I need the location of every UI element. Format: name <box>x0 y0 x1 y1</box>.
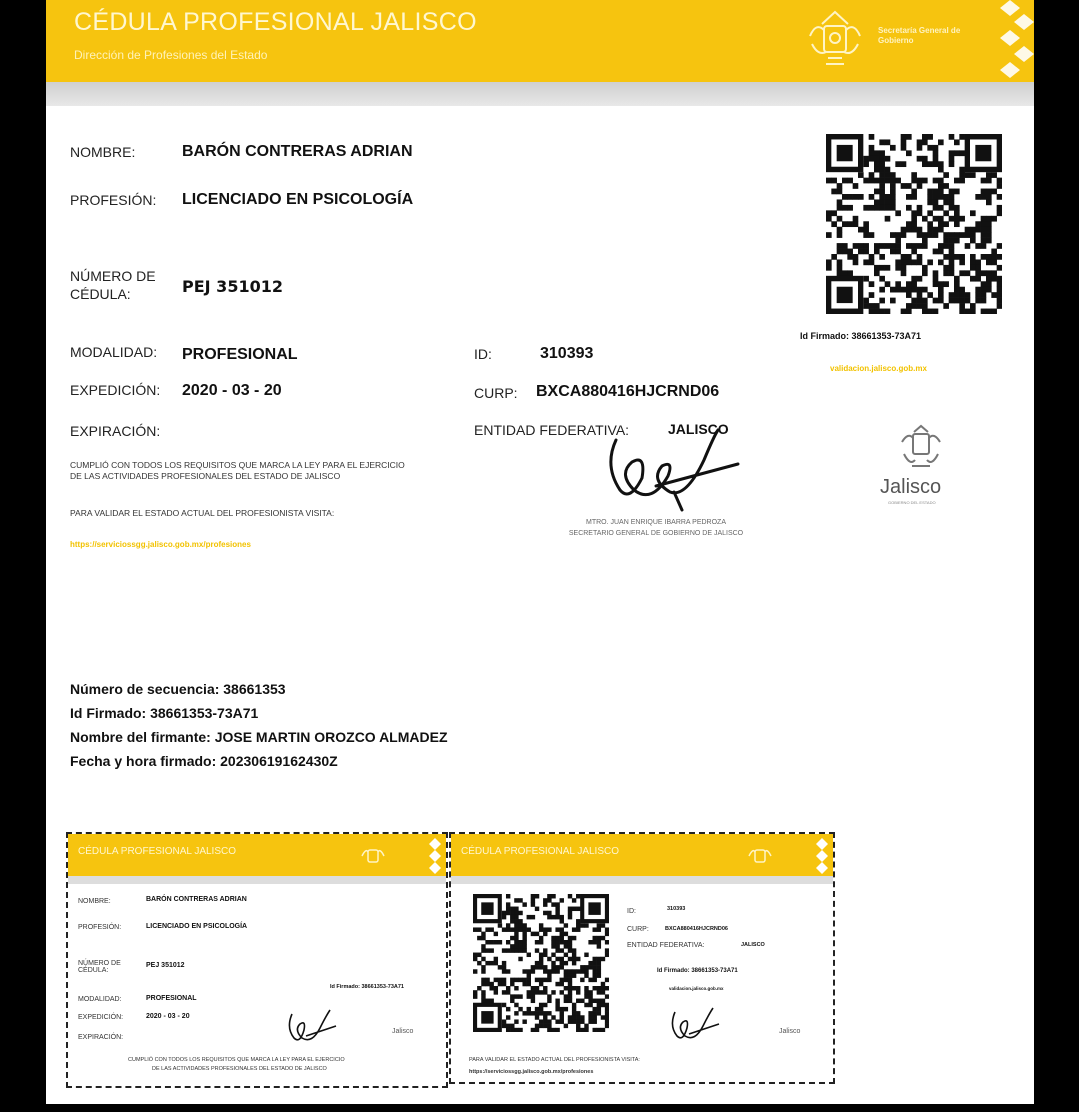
profesion-value: LICENCIADO EN PSICOLOGÍA <box>182 191 414 208</box>
expedicion-value: 2020 - 03 - 20 <box>182 382 282 399</box>
cedula-document <box>46 0 1034 1104</box>
mini-validar-text: PARA VALIDAR EL ESTADO ACTUAL DEL PROFESIONISTA VISITA: <box>469 1057 640 1063</box>
header-subtitle: Dirección de Profesiones del Estado <box>74 48 268 62</box>
mini-front-diamond-icon <box>428 838 442 874</box>
mini-curp-label: CURP: <box>627 926 649 933</box>
curp-value: BXCA880416HJCRND06 <box>536 383 720 400</box>
mini-card-front <box>66 832 448 1088</box>
mini-back-logo-text: Jalisco <box>779 1028 801 1035</box>
mini-modalidad-value: PROFESIONAL <box>146 995 197 1002</box>
curp-label: CURP: <box>474 385 518 401</box>
mini-front-shade <box>68 876 446 884</box>
signature-icon <box>586 420 746 516</box>
mini-entidad-label: ENTIDAD FEDERATIVA: <box>627 942 705 949</box>
cedula-value: PEJ 351012 <box>182 277 283 296</box>
nombre-value: BARÓN CONTRERAS ADRIAN <box>182 143 413 160</box>
id-label: ID: <box>474 346 492 362</box>
mini-back-id-firmado: Id Firmado: 38661353-73A71 <box>657 968 738 974</box>
mini-id-label: ID: <box>627 908 636 915</box>
mini-profesion-label: PROFESIÓN: <box>78 924 122 931</box>
cumplio-text-line1: CUMPLIÓ CON TODOS LOS REQUISITOS QUE MARCA LA LEY PARA EL EJERCICIO <box>70 460 405 470</box>
jalisco-logo-text: Jalisco <box>880 476 942 498</box>
nombre-label: NOMBRE: <box>70 144 136 160</box>
coat-of-arms-icon <box>802 6 868 72</box>
mini-expedicion-value: 2020 - 03 - 20 <box>146 1013 190 1020</box>
mini-back-crest-icon <box>747 844 773 868</box>
mini-cedula-value: PEJ 351012 <box>146 962 185 969</box>
mini-entidad-value: JALISCO <box>741 942 765 948</box>
validar-text: PARA VALIDAR EL ESTADO ACTUAL DEL PROFESIONISTA VISITA: <box>70 508 335 518</box>
mini-validar-link[interactable]: https://serviciossgg.jalisco.gob.mx/profesiones <box>469 1069 594 1075</box>
mini-front-crest-icon <box>360 844 386 868</box>
mini-back-signature-icon <box>665 1004 721 1044</box>
fecha-firmado: Fecha y hora firmado: 20230619162430Z <box>70 753 338 769</box>
modalidad-value: PROFESIONAL <box>182 346 298 363</box>
mini-cumplio-line2: DE LAS ACTIVIDADES PROFESIONALES DEL ESTADO DE JALISCO <box>152 1066 327 1072</box>
signature-role: SECRETARIO GENERAL DE GOBIERNO DE JALISCO <box>568 530 744 537</box>
numero-secuencia: Número de secuencia: 38661353 <box>70 681 286 697</box>
sequence-id-firmado: Id Firmado: 38661353-73A71 <box>70 705 259 721</box>
mini-back-diamond-icon <box>815 838 829 874</box>
header-shadow <box>46 82 1034 106</box>
jalisco-crest-icon <box>898 424 944 474</box>
mini-front-title: CÉDULA PROFESIONAL JALISCO <box>78 846 237 857</box>
cedula-label-line2: CÉDULA: <box>70 286 131 302</box>
mini-curp-value: BXCA880416HJCRND06 <box>665 926 728 932</box>
qr-id-firmado: Id Firmado: 38661353-73A71 <box>800 331 922 341</box>
mini-front-signature-icon <box>282 1006 338 1046</box>
jalisco-logo-sub: GOBIERNO DEL ESTADO <box>888 500 936 505</box>
mini-expedicion-label: EXPEDICIÓN: <box>78 1014 124 1021</box>
mini-front-banner <box>68 834 446 876</box>
mini-nombre-value: BARÓN CONTRERAS ADRIAN <box>146 896 247 903</box>
id-value: 310393 <box>540 345 594 362</box>
mini-id-value: 310393 <box>667 906 686 912</box>
mini-front-logo-text: Jalisco <box>392 1028 414 1035</box>
mini-expiracion-label: EXPIRACIÓN: <box>78 1034 124 1041</box>
expiracion-label: EXPIRACIÓN: <box>70 423 161 439</box>
header-banner <box>46 0 1034 82</box>
validacion-link[interactable]: validacion.jalisco.gob.mx <box>830 364 927 373</box>
diamond-pattern-icon <box>986 0 1034 82</box>
profesion-label: PROFESIÓN: <box>70 192 157 208</box>
mini-qr-code-icon <box>473 894 609 1032</box>
expedicion-label: EXPEDICIÓN: <box>70 382 161 398</box>
cumplio-text-line2: DE LAS ACTIVIDADES PROFESIONALES DEL ESTADO DE JALISCO <box>70 471 341 481</box>
mini-nombre-label: NOMBRE: <box>78 898 111 905</box>
qr-code-icon <box>826 134 1002 314</box>
mini-cumplio-line1: CUMPLIÓ CON TODOS LOS REQUISITOS QUE MARCA LA LEY PARA EL EJERCICIO <box>128 1057 345 1063</box>
mini-back-shade <box>451 876 833 884</box>
mini-back-banner <box>451 834 833 876</box>
mini-modalidad-label: MODALIDAD: <box>78 996 122 1003</box>
mini-back-title: CÉDULA PROFESIONAL JALISCO <box>461 846 620 857</box>
mini-id-firmado: Id Firmado: 38661353-73A71 <box>330 984 404 990</box>
mini-card-back <box>449 832 835 1084</box>
mini-validacion-link[interactable]: validacion.jalisco.gob.mx <box>669 986 724 991</box>
nombre-firmante: Nombre del firmante: JOSE MARTIN OROZCO ALMADEZ <box>70 729 448 745</box>
signature-name: MTRO. JUAN ENRIQUE IBARRA PEDROZA <box>585 519 727 526</box>
entidad-value: JALISCO <box>668 421 729 437</box>
header-title: CÉDULA PROFESIONAL JALISCO <box>74 8 477 36</box>
cedula-label-line1: NÚMERO DE <box>70 268 156 284</box>
mini-cedula-label: NÚMERO DE CÉDULA: <box>78 960 121 974</box>
mini-profesion-value: LICENCIADO EN PSICOLOGÍA <box>146 923 248 930</box>
header-department: Secretaría General de Gobierno <box>878 26 961 45</box>
validar-link[interactable]: https://serviciossgg.jalisco.gob.mx/profesiones <box>70 540 251 549</box>
modalidad-label: MODALIDAD: <box>70 344 158 360</box>
entidad-label: ENTIDAD FEDERATIVA: <box>474 422 630 438</box>
